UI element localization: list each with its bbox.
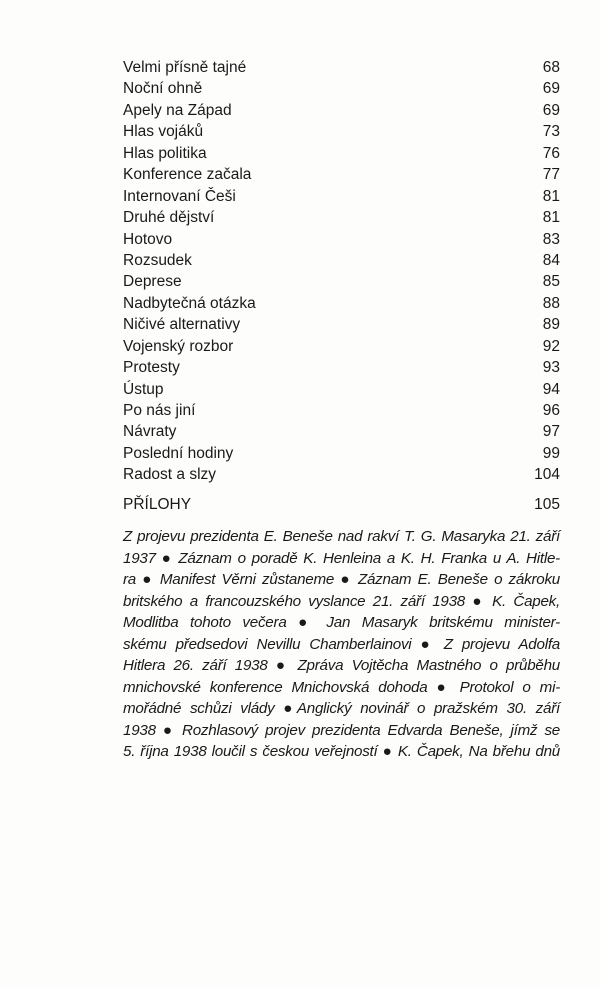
toc-page: 97 bbox=[542, 423, 560, 441]
toc-entry bbox=[123, 293, 560, 314]
appendix-line: mnichovské konference Mnichovská dohoda ● Protokol o mi- bbox=[123, 678, 560, 696]
appendix-line: 5. října 1938 loučil s českou veřejností ● K. Čapek, Na břehu dnů bbox=[123, 743, 560, 761]
appendix-line: britského a francouzského vyslance 21. září 1938 ● K. Čapek, bbox=[123, 592, 560, 610]
toc-page: 88 bbox=[542, 294, 560, 312]
appendix-heading bbox=[123, 494, 560, 515]
toc-page: 84 bbox=[542, 251, 560, 269]
toc-title: Deprese bbox=[123, 273, 182, 291]
toc-page: 96 bbox=[542, 402, 560, 419]
toc-page: 69 bbox=[542, 101, 560, 119]
toc-entry bbox=[123, 143, 560, 164]
toc-page: 81 bbox=[542, 187, 560, 205]
toc-page: 73 bbox=[542, 123, 560, 141]
appendix-line: mořádné schůzi vlády ●Anglický novinář o pražském 30. září bbox=[123, 700, 560, 718]
toc-title: Internovaní Češi bbox=[123, 187, 236, 205]
toc-entry bbox=[123, 207, 560, 228]
toc-entry bbox=[123, 121, 560, 142]
toc-entry bbox=[123, 78, 560, 99]
toc-page: 68 bbox=[542, 59, 560, 76]
toc-title: Radost a slzy bbox=[123, 466, 217, 484]
appendix-contents bbox=[123, 526, 560, 763]
toc-entry bbox=[123, 336, 560, 357]
appendix-line: Hitlera 26. září 1938 ● Zpráva Vojtěcha Mastného o průběhu bbox=[123, 657, 560, 675]
toc-title: Vojenský rozbor bbox=[123, 337, 234, 355]
toc-entry bbox=[123, 229, 560, 250]
toc-page: 99 bbox=[542, 444, 560, 462]
appendix-line: Z projevu prezidenta E. Beneše nad rakví T. G. Masaryka 21. září bbox=[123, 528, 560, 545]
appendix-line: skému předsedovi Nevillu Chamberlainovi ● Z projevu Adolfa bbox=[123, 635, 560, 653]
toc-page: 83 bbox=[542, 230, 560, 248]
toc-entry bbox=[123, 250, 560, 271]
toc-page: 77 bbox=[542, 166, 560, 184]
toc-title: Protesty bbox=[123, 359, 180, 377]
appendix-line: 1938 ● Rozhlasový projev prezidenta Edvarda Beneše, jímž se bbox=[123, 721, 560, 739]
appendix-line: ra ● Manifest Věrni zůstaneme ● Záznam E. Beneše o zákroku bbox=[123, 571, 560, 589]
toc-page: 89 bbox=[542, 316, 560, 334]
appendix-line: 1937 ● Záznam o poradě K. Henleina a K. H. Franka u A. Hitle- bbox=[123, 549, 560, 567]
toc-title: Noční ohně bbox=[123, 80, 203, 98]
toc-entry bbox=[123, 421, 560, 442]
toc-title: Návraty bbox=[123, 423, 177, 441]
toc-page: 92 bbox=[542, 337, 560, 355]
toc-entry bbox=[123, 314, 560, 335]
toc-title: Hotovo bbox=[123, 230, 173, 248]
appendix-page: 105 bbox=[534, 496, 560, 513]
toc-entry bbox=[123, 379, 560, 400]
toc-title: Ústup bbox=[123, 380, 164, 398]
toc-entry bbox=[123, 186, 560, 207]
toc-title: Nadbytečná otázka bbox=[123, 294, 256, 312]
toc-entry bbox=[123, 100, 560, 121]
toc-page: 81 bbox=[542, 209, 560, 227]
toc-entry bbox=[123, 464, 560, 485]
toc-entry bbox=[123, 164, 560, 185]
toc-page: 93 bbox=[542, 359, 560, 377]
toc-page: 104 bbox=[534, 466, 560, 484]
toc-title: Poslední hodiny bbox=[123, 444, 234, 462]
toc-title: Velmi přísně tajné bbox=[123, 59, 247, 76]
toc-title: Apely na Západ bbox=[123, 101, 232, 119]
toc-entry bbox=[123, 57, 560, 78]
toc-title: Ničivé alternativy bbox=[123, 316, 241, 334]
toc-page: 85 bbox=[542, 273, 560, 291]
toc-title: Hlas vojáků bbox=[123, 123, 204, 141]
toc-entry bbox=[123, 443, 560, 464]
toc-title: Hlas politika bbox=[123, 144, 207, 162]
toc-title: Rozsudek bbox=[123, 251, 192, 269]
toc-page: 69 bbox=[542, 80, 560, 98]
toc-title: Po nás jiní bbox=[123, 402, 196, 419]
table-of-contents bbox=[123, 57, 560, 486]
toc-page: 76 bbox=[542, 144, 560, 162]
toc-page: 94 bbox=[542, 380, 560, 398]
appendix-line: Modlitba tohoto večera ● Jan Masaryk britskému minister- bbox=[123, 614, 560, 632]
toc-entry bbox=[123, 400, 560, 421]
toc-entry bbox=[123, 271, 560, 292]
toc-entry bbox=[123, 357, 560, 378]
toc-title: Konference začala bbox=[123, 166, 252, 184]
toc-title: Druhé dějství bbox=[123, 209, 215, 227]
appendix-title: PŘÍLOHY bbox=[123, 496, 192, 513]
